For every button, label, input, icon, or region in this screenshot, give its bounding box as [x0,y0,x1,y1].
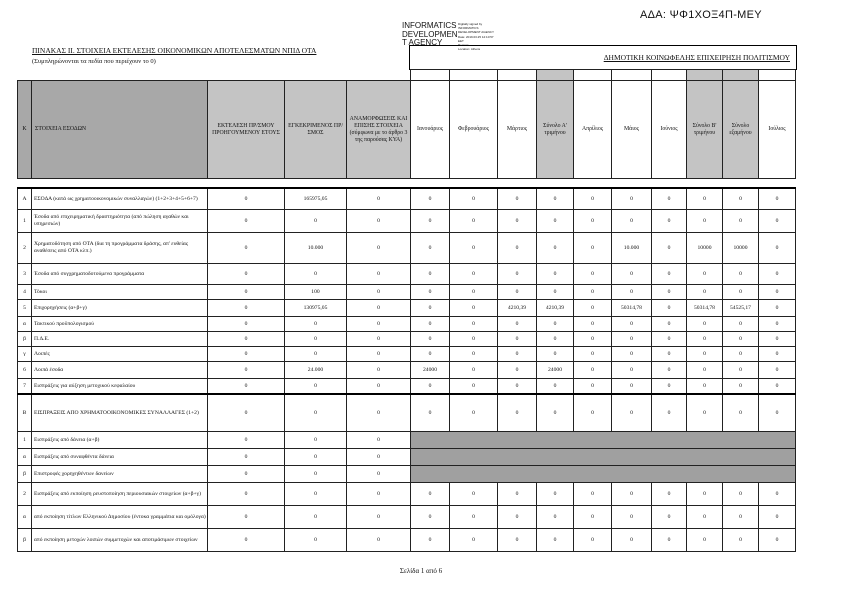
row-value: 0 [574,317,612,332]
row-value: 0 [411,210,450,233]
row-label: ΕΙΣΠΡΑΞΕΙΣ ΑΠΟ ΧΡΗΜΑΤΟΟΙΚΟΝΟΜΙΚΕΣ ΣΥΝΑΛΛΑΓΕΣ (1+2) [32,394,208,432]
row-value: 0 [498,233,537,264]
row-label: Εισπράξεις από συναφθέντα δάνεια [32,449,208,466]
row-value: 0 [411,379,450,395]
row-value: 0 [208,432,285,449]
row-value: 0 [612,394,652,432]
table-row [18,449,796,466]
row-value: 0 [687,210,723,233]
row-value: 0 [723,483,759,506]
row-label: Τακτικού προϋπολογισμού [32,317,208,332]
row-code: α [18,317,32,332]
row-value: 0 [612,188,652,210]
row-value: 0 [285,332,347,347]
revenue-table [17,69,796,552]
shaded-area [411,449,796,466]
row-value: 0 [612,264,652,285]
row-label: Εισπράξεις για αύξηση μετοχικού κεφαλαίου [32,379,208,395]
row-value: 0 [285,529,347,552]
row-value: 0 [574,233,612,264]
table-row [18,233,796,264]
row-value: 0 [759,529,796,552]
row-value: 0 [687,379,723,395]
table-row [18,347,796,362]
row-value: 0 [652,394,687,432]
row-value: 0 [347,188,411,210]
row-code: α [18,449,32,466]
row-value: 0 [450,233,498,264]
row-value: 0 [208,317,285,332]
row-code: 6 [18,362,32,379]
row-value: 0 [285,449,347,466]
row-value: 0 [574,300,612,317]
row-value: 0 [759,506,796,529]
header-approved: ΕΓΚΕΚΡΙΜΕΝΟΣ ΠΡ/ΣΜΟΣ [285,81,347,179]
row-value: 0 [347,317,411,332]
table-row [18,300,796,317]
row-value: 0 [347,347,411,362]
row-value: 0 [612,506,652,529]
row-value: 0 [498,483,537,506]
row-value: 0 [537,210,574,233]
row-code: Α [18,188,32,210]
row-value: 0 [498,506,537,529]
header-quarter-total: Σύνολο Α' τριμήνου [537,81,574,179]
row-value: 0 [574,379,612,395]
shaded-area [411,466,796,483]
row-value: 0 [411,332,450,347]
row-value: 0 [285,483,347,506]
row-value: 0 [347,466,411,483]
table-row [18,379,796,395]
row-code: α [18,506,32,529]
row-label: Έσοδα από συγχρηματοδοτούμενα προγράμματα [32,264,208,285]
table-row [18,285,796,300]
row-value: 0 [723,332,759,347]
row-value: 0 [759,362,796,379]
row-value: 0 [347,210,411,233]
row-value: 0 [537,188,574,210]
row-value: 0 [498,210,537,233]
table-row [18,332,796,347]
row-value: 0 [347,379,411,395]
row-value: 0 [498,529,537,552]
row-value: 0 [537,379,574,395]
row-value: 0 [652,188,687,210]
row-value: 0 [612,332,652,347]
row-value: 0 [612,379,652,395]
row-value: 50314,78 [612,300,652,317]
row-value: 0 [347,233,411,264]
row-value: 0 [574,188,612,210]
row-code: 1 [18,210,32,233]
header-quarter-total: Σύνολο Β' τριμήνου [687,81,723,179]
row-value: 0 [537,233,574,264]
row-value: 0 [652,264,687,285]
row-value: 0 [652,529,687,552]
row-value: 0 [537,332,574,347]
row-value: 0 [723,264,759,285]
row-value: 0 [687,529,723,552]
row-value: 0 [687,394,723,432]
header-month: Ιανουάριος [411,81,450,179]
row-value: 0 [285,264,347,285]
row-value: 0 [723,188,759,210]
row-value: 0 [759,300,796,317]
row-value: 0 [687,264,723,285]
row-value: 0 [652,300,687,317]
row-value: 130975,05 [285,300,347,317]
row-label: Έσοδα από επιχειρηματική δραστηριότητα (από πώληση αγαθών και υπηρεσιών) [32,210,208,233]
row-value: 0 [450,332,498,347]
row-value: 0 [347,362,411,379]
row-value: 0 [574,483,612,506]
row-value: 0 [285,317,347,332]
row-value: 0 [612,347,652,362]
row-code: γ [18,347,32,362]
row-value: 0 [498,379,537,395]
row-value: 0 [759,188,796,210]
row-label: Χρηματοδότηση από ΟΤΑ (δια τη προγράμματα δράσης, απ' ευθείας αναθέσεις από ΟΤΑ κλπ.) [32,233,208,264]
header-month: Ιούνιος [652,81,687,179]
table-subtitle: (Συμπληρώνονται τα πεδία που περιέχουν το 0) [32,58,156,65]
row-value: 0 [285,506,347,529]
row-value: 24000 [411,362,450,379]
row-value: 0 [687,317,723,332]
row-value: 0 [411,233,450,264]
row-value: 4210,39 [537,300,574,317]
row-value: 0 [347,449,411,466]
row-value: 0 [208,466,285,483]
row-value: 0 [759,379,796,395]
row-value: 0 [723,529,759,552]
row-value: 0 [411,347,450,362]
row-code: β [18,529,32,552]
table-row [18,264,796,285]
row-value: 0 [411,317,450,332]
row-value: 0 [498,188,537,210]
row-code: 1 [18,432,32,449]
row-value: 0 [450,347,498,362]
row-value: 0 [208,394,285,432]
row-value: 0 [687,188,723,210]
row-value: 0 [759,210,796,233]
table-row [18,394,796,432]
header-exec: ΕΚΤΕΛΕΣΗ ΠΡ/ΣΜΟΥ ΠΡΟΗΓΟΥΜΕΝΟΥ ΕΤΟΥΣ [208,81,285,179]
row-value: 0 [411,285,450,300]
row-value: 0 [411,188,450,210]
row-label: Λοιπά έσοδα [32,362,208,379]
row-value: 0 [574,332,612,347]
row-value: 0 [347,394,411,432]
table-row [18,188,796,210]
row-value: 10.000 [285,233,347,264]
row-code: 7 [18,379,32,395]
row-value: 0 [450,300,498,317]
header-month: Απρίλιος [574,81,612,179]
row-value: 0 [652,317,687,332]
row-value: 0 [498,317,537,332]
row-value: 0 [498,264,537,285]
row-value: 0 [411,529,450,552]
row-value: 0 [652,285,687,300]
row-value: 0 [411,506,450,529]
row-value: 0 [687,332,723,347]
row-value: 0 [208,300,285,317]
row-value: 0 [759,483,796,506]
row-value: 0 [347,300,411,317]
row-label: από εκποίηση μετοχών λοιπών συμμετοχών και αποτιμάσιμων στοιχείων [32,529,208,552]
row-value: 0 [498,394,537,432]
row-value: 0 [208,285,285,300]
row-value: 0 [450,483,498,506]
table-title: ΠΙΝΑΚΑΣ II. ΣΤΟΙΧΕΙΑ ΕΚΤΕΛΕΣΗΣ ΟΙΚΟΝΟΜΙΚΩΝ ΑΠΟΤΕΛΕΣΜΑΤΩΝ ΝΠΙΔ ΟΤΑ [32,46,317,55]
stamp-issuer: INFORMATICS DEVELOPMEN T AGENCY [402,21,458,47]
row-value: 0 [574,347,612,362]
row-value: 0 [208,347,285,362]
row-value: 0 [285,466,347,483]
row-label: ΕΣΟΔΑ (κατά ως χρηματοοικονομικών συναλλαγών) (1+2+3+4+5+6+7) [32,188,208,210]
header-month: Μάρτιος [498,81,537,179]
row-value: 0 [652,347,687,362]
row-value: 0 [537,506,574,529]
row-value: 0 [411,300,450,317]
header-month: Ιούλιος [759,81,796,179]
row-value: 0 [723,210,759,233]
row-value: 0 [498,285,537,300]
row-value: 0 [208,506,285,529]
row-value: 24000 [537,362,574,379]
row-value: 0 [450,529,498,552]
table-row [18,432,796,449]
row-value: 0 [574,362,612,379]
row-value: 0 [723,379,759,395]
row-value: 0 [498,362,537,379]
row-value: 0 [285,394,347,432]
shaded-area [411,432,796,449]
row-value: 0 [723,285,759,300]
row-value: 0 [411,483,450,506]
row-value: 0 [347,264,411,285]
ada-code: ΑΔΑ: ΨΦ1ΧΟΞ4Π-ΜΕΥ [640,9,762,21]
row-value: 0 [347,432,411,449]
row-value: 165975,05 [285,188,347,210]
row-value: 0 [498,347,537,362]
row-code: 2 [18,233,32,264]
row-value: 24.000 [285,362,347,379]
table-row [18,317,796,332]
row-value: 0 [537,483,574,506]
header-month: Φεβρουάριος [450,81,498,179]
row-label: Εισπράξεις από δάνεια (α+β) [32,432,208,449]
row-value: 0 [574,264,612,285]
row-code: 2 [18,483,32,506]
row-value: 0 [759,394,796,432]
row-code: 4 [18,285,32,300]
table-row [18,529,796,552]
row-value: 0 [574,285,612,300]
row-value: 0 [450,506,498,529]
row-value: 0 [723,317,759,332]
row-value: 0 [759,347,796,362]
row-value: 0 [208,332,285,347]
row-value: 10000 [687,233,723,264]
row-value: 0 [208,264,285,285]
row-value: 0 [759,332,796,347]
row-value: 0 [347,483,411,506]
row-value: 0 [652,233,687,264]
row-value: 50314,78 [687,300,723,317]
row-value: 0 [574,529,612,552]
row-value: 0 [652,362,687,379]
header-reform: ΑΝΑΜΟΡΦΩΣΕΙΣ ΚΑΙ ΕΠΙΣΗΣ ΣΤΟΙΧΕΙΑ (σύμφωνα με το άρθρο 3 της παρούσας ΚΥΑ) [347,81,411,179]
row-code: β [18,466,32,483]
table-row [18,506,796,529]
row-value: 10.000 [612,233,652,264]
row-value: 0 [498,332,537,347]
row-label: Επιχορηγήσεις (α+β+γ) [32,300,208,317]
row-value: 0 [574,506,612,529]
row-value: 54525,17 [723,300,759,317]
row-code: Β [18,394,32,432]
row-value: 0 [208,362,285,379]
row-value: 0 [759,233,796,264]
row-label: Επιστροφές χορηγηθέντων δανείων [32,466,208,483]
row-label: Τόκοι [32,285,208,300]
row-value: 0 [574,394,612,432]
row-value: 0 [347,285,411,300]
row-value: 0 [759,264,796,285]
header-code: Κ [18,81,32,179]
row-value: 0 [652,379,687,395]
stamp-details: Digitally signed by INFORMATICS DEVELOPMENT AGENCY Date: 2019.03.25 12:10:57 EET Reason: Location: Athens [458,22,494,52]
header-label: ΣΤΟΙΧΕΙΑ ΕΣΟΔΩΝ [32,81,208,179]
row-value: 0 [411,264,450,285]
row-value: 0 [687,483,723,506]
row-value: 0 [759,285,796,300]
row-value: 0 [450,379,498,395]
row-value: 0 [537,285,574,300]
row-label: Εισπράξεις από εκποίηση ρευστοποίηση περιουσιακών στοιχείων (α+β+γ) [32,483,208,506]
row-value: 0 [537,529,574,552]
row-value: 0 [723,362,759,379]
row-label: από εκποίηση τίτλων Ελληνικού Δημοσίου (έντοκα γραμμάτια και ομόλογα) [32,506,208,529]
row-value: 0 [574,210,612,233]
row-label: Π.Δ.Ε. [32,332,208,347]
row-value: 0 [612,483,652,506]
row-value: 0 [208,379,285,395]
row-value: 0 [347,332,411,347]
row-value: 0 [208,449,285,466]
row-value: 0 [208,233,285,264]
row-value: 0 [537,347,574,362]
page-footer: Σελίδα 1 από 6 [399,567,443,575]
row-code: 3 [18,264,32,285]
row-value: 0 [208,188,285,210]
table-row [18,466,796,483]
row-value: 0 [537,264,574,285]
row-value: 0 [612,529,652,552]
row-code: β [18,332,32,347]
row-value: 0 [285,432,347,449]
row-value: 0 [347,506,411,529]
row-value: 0 [687,506,723,529]
header-semester-total: Σύνολο εξαμήνου [723,81,759,179]
row-value: 0 [687,362,723,379]
row-value: 0 [411,394,450,432]
row-value: 0 [347,529,411,552]
row-value: 4210,39 [498,300,537,317]
row-value: 0 [450,394,498,432]
row-value: 0 [208,529,285,552]
row-value: 0 [537,317,574,332]
row-value: 0 [652,210,687,233]
organization-box [409,45,797,70]
row-value: 0 [612,210,652,233]
row-value: 0 [612,317,652,332]
row-label: Λοιπές [32,347,208,362]
row-value: 0 [450,188,498,210]
row-value: 0 [723,506,759,529]
row-value: 0 [450,362,498,379]
row-value: 0 [208,483,285,506]
row-value: 0 [537,394,574,432]
header-month: Μάιος [612,81,652,179]
row-value: 0 [208,210,285,233]
row-value: 0 [450,210,498,233]
row-value: 100 [285,285,347,300]
row-value: 0 [285,379,347,395]
row-value: 0 [450,264,498,285]
row-value: 0 [759,317,796,332]
row-value: 0 [652,483,687,506]
row-value: 0 [687,347,723,362]
table-row [18,483,796,506]
row-value: 0 [687,285,723,300]
row-value: 0 [612,362,652,379]
row-value: 0 [450,285,498,300]
row-value: 0 [723,394,759,432]
row-code: 5 [18,300,32,317]
row-value: 0 [612,285,652,300]
row-value: 0 [450,317,498,332]
table-row [18,210,796,233]
row-value: 10000 [723,233,759,264]
table-row [18,362,796,379]
row-value: 0 [285,210,347,233]
row-value: 0 [652,506,687,529]
organization-name: ΔΗΜΟΤΙΚΗ ΚΟΙΝΩΦΕΛΗΣ ΕΠΙΧΕΙΡΗΣΗ ΠΟΛΙΤΙΣΜΟΥ [603,53,790,62]
header-row [18,81,796,179]
digital-signature-stamp [402,21,522,52]
row-value: 0 [723,347,759,362]
row-value: 0 [652,332,687,347]
row-value: 0 [285,347,347,362]
